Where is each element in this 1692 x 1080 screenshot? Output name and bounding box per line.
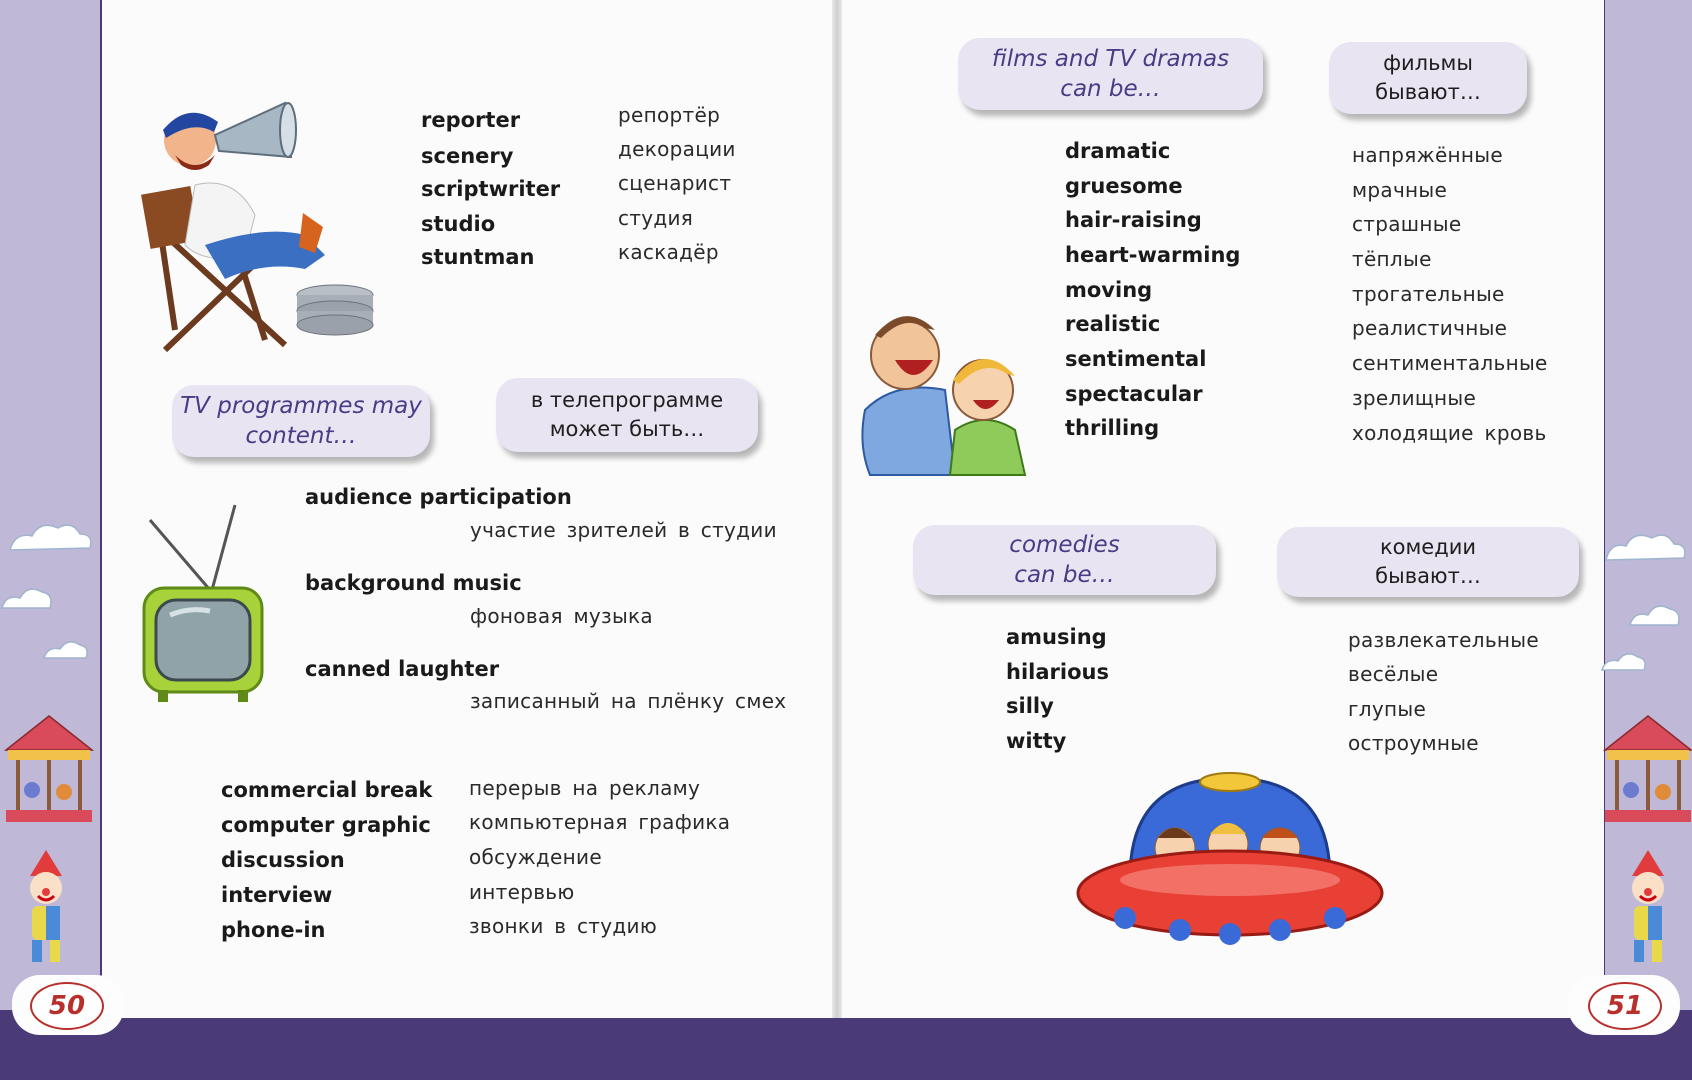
tv-word-ru-discussion: обсуждение bbox=[469, 845, 602, 869]
carousel-right-icon bbox=[1603, 712, 1692, 832]
film-ru-gruesome: мрачные bbox=[1352, 178, 1448, 202]
tv-header-en-line2: content… bbox=[245, 423, 357, 449]
film-ru-spectacular: зрелищные bbox=[1352, 386, 1477, 410]
comedy-ru-witty: остроумные bbox=[1348, 731, 1479, 755]
comedies-header-ru-line2: бывают… bbox=[1375, 564, 1481, 588]
tv-phrase-ru-audience: участие зрителей в студии bbox=[470, 518, 777, 542]
retro-tv-illustration bbox=[140, 500, 270, 710]
book-cover-edge bbox=[0, 1010, 1692, 1080]
tv-word-ru-commercial: перерыв на рекламу bbox=[469, 776, 701, 800]
vocab-ru-studio: студия bbox=[618, 206, 694, 230]
films-header-ru-line2: бывают… bbox=[1375, 80, 1481, 104]
vocab-ru-reporter: репортёр bbox=[618, 103, 721, 127]
tv-phrase-ru-laughter: записанный на плёнку смех bbox=[470, 689, 787, 713]
films-header-ru-pill bbox=[1329, 42, 1527, 114]
films-header-ru-line1: фильмы bbox=[1383, 51, 1473, 75]
comedy-ru-silly: глупые bbox=[1348, 697, 1427, 721]
carousel-left-icon bbox=[2, 712, 97, 832]
film-en-moving: moving bbox=[1065, 278, 1153, 302]
film-ru-realistic: реалистичные bbox=[1352, 316, 1508, 340]
clouds-left-icon bbox=[0, 500, 110, 680]
laughing-boys-illustration bbox=[855, 300, 1055, 480]
tv-header-en-line1: TV programmes may bbox=[180, 393, 422, 419]
comedy-ru-hilarious: весёлые bbox=[1348, 662, 1439, 686]
vocab-ru-scenery: декорации bbox=[618, 137, 736, 161]
comedy-en-witty: witty bbox=[1006, 729, 1067, 753]
tv-word-ru-graphic: компьютерная графика bbox=[469, 810, 731, 834]
tv-word-en-discussion: discussion bbox=[221, 848, 345, 872]
film-ru-thrilling: холодящие кровь bbox=[1352, 421, 1547, 445]
tv-header-ru-line2: может быть… bbox=[549, 417, 705, 441]
vocab-ru-stuntman: каскадёр bbox=[618, 240, 719, 264]
tv-word-ru-interview: интервью bbox=[469, 880, 575, 904]
vocab-en-reporter: reporter bbox=[421, 108, 521, 132]
book-spine bbox=[832, 0, 842, 1018]
director-megaphone-illustration bbox=[135, 95, 380, 360]
film-ru-sentimental: сентиментальные bbox=[1352, 351, 1548, 375]
film-ru-dramatic: напряжённые bbox=[1352, 143, 1504, 167]
vocab-en-scriptwriter: scriptwriter bbox=[421, 177, 561, 201]
comedy-en-amusing: amusing bbox=[1006, 625, 1107, 649]
tv-word-ru-phonein: звонки в студию bbox=[469, 914, 657, 938]
films-header-en-line2: can be… bbox=[1060, 76, 1161, 102]
film-en-sentimental: sentimental bbox=[1065, 347, 1207, 371]
comedy-ru-amusing: развлекательные bbox=[1348, 628, 1539, 652]
tv-phrase-en-laughter: canned laughter bbox=[305, 657, 500, 681]
films-header-en-pill bbox=[958, 38, 1263, 110]
films-header-en-line1: films and TV dramas bbox=[991, 46, 1230, 72]
comedies-header-en-line2: can be… bbox=[1014, 562, 1115, 588]
film-en-gruesome: gruesome bbox=[1065, 174, 1183, 198]
comedies-header-en-pill bbox=[913, 525, 1216, 595]
page-number-right: 51 bbox=[1588, 982, 1662, 1030]
film-en-heartwarming: heart-warming bbox=[1065, 243, 1241, 267]
clown-left-icon bbox=[6, 848, 96, 968]
tv-word-en-commercial: commercial break bbox=[221, 778, 433, 802]
comedy-en-silly: silly bbox=[1006, 694, 1054, 718]
ufo-kids-illustration bbox=[1070, 768, 1390, 978]
tv-word-en-phonein: phone-in bbox=[221, 918, 326, 942]
film-ru-moving: трогательные bbox=[1352, 282, 1505, 306]
page-number-left: 50 bbox=[30, 982, 104, 1030]
comedies-header-ru-line1: комедии bbox=[1379, 535, 1477, 559]
film-en-dramatic: dramatic bbox=[1065, 139, 1171, 163]
comedies-header-en-line1: comedies bbox=[1009, 532, 1120, 558]
vocab-ru-scriptwriter: сценарист bbox=[618, 171, 732, 195]
clouds-right-icon bbox=[1600, 510, 1692, 690]
tv-word-en-graphic: computer graphic bbox=[221, 813, 431, 837]
film-ru-hairraising: страшные bbox=[1352, 212, 1462, 236]
comedies-header-ru-pill bbox=[1277, 527, 1579, 597]
tv-header-ru-line1: в телепрограмме bbox=[530, 388, 724, 412]
tv-header-en-pill bbox=[172, 385, 430, 457]
clown-right-icon bbox=[1604, 848, 1692, 968]
tv-word-en-interview: interview bbox=[221, 883, 333, 907]
comedy-en-hilarious: hilarious bbox=[1006, 660, 1109, 684]
tv-phrase-en-music: background music bbox=[305, 571, 522, 595]
tv-phrase-ru-music: фоновая музыка bbox=[470, 604, 653, 628]
vocab-en-stuntman: stuntman bbox=[421, 245, 535, 269]
tv-phrase-en-audience: audience participation bbox=[305, 485, 572, 509]
film-ru-heartwarming: тёплые bbox=[1352, 247, 1432, 271]
film-en-thrilling: thrilling bbox=[1065, 416, 1160, 440]
film-en-realistic: realistic bbox=[1065, 312, 1161, 336]
tv-header-ru-pill bbox=[496, 378, 758, 452]
film-en-hairraising: hair-raising bbox=[1065, 208, 1202, 232]
vocab-en-scenery: scenery bbox=[421, 144, 514, 168]
vocab-en-studio: studio bbox=[421, 212, 496, 236]
film-en-spectacular: spectacular bbox=[1065, 382, 1203, 406]
